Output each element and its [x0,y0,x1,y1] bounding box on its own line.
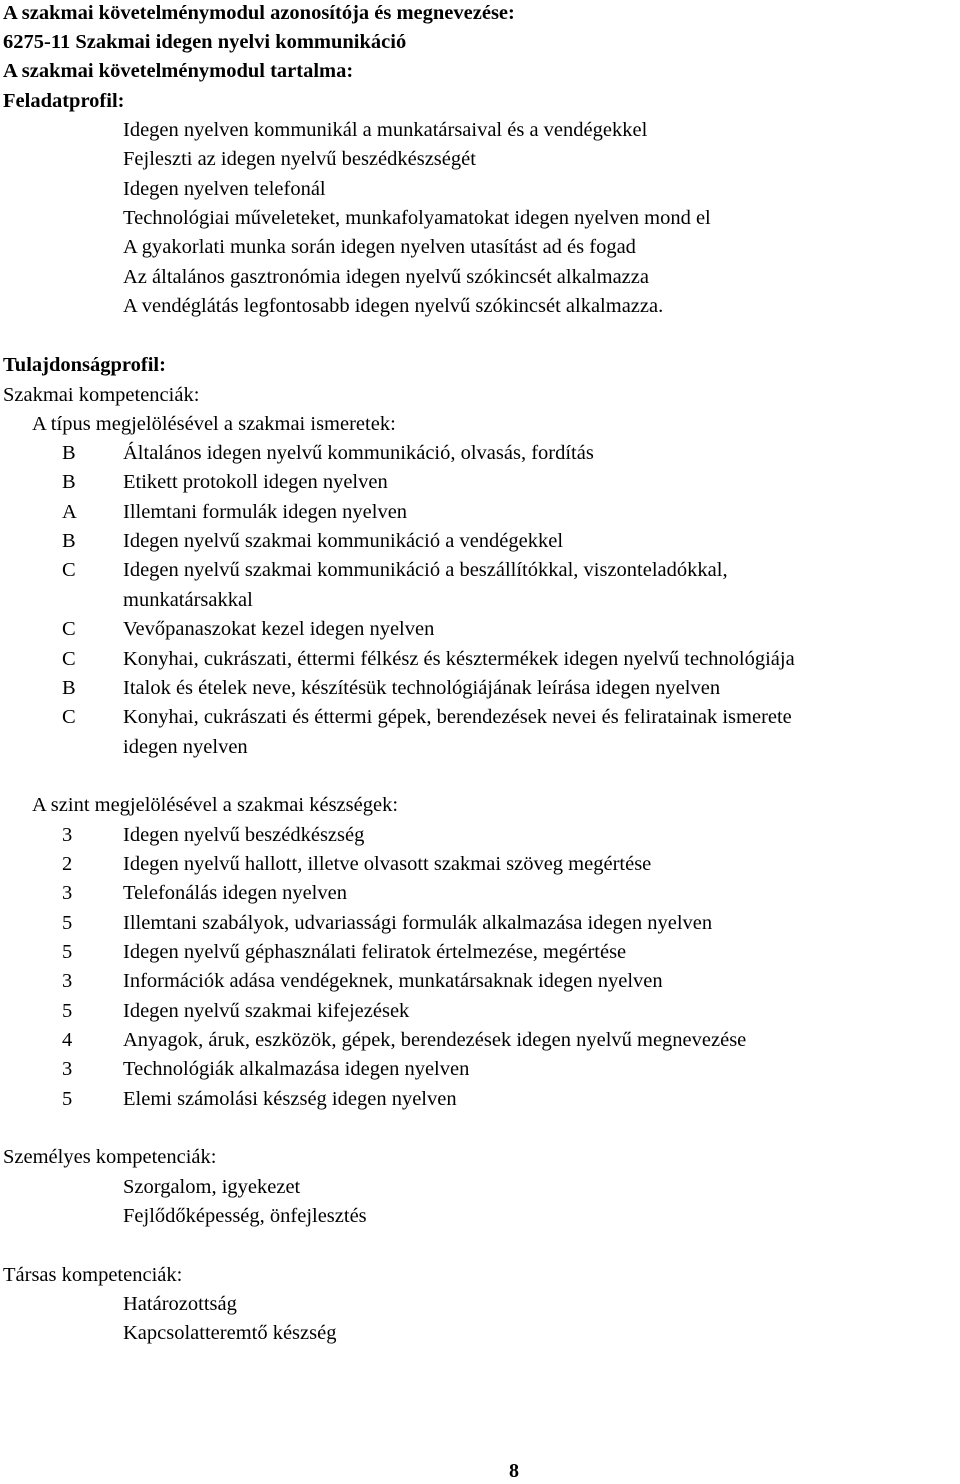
task-profile-item: Idegen nyelven kommunikál a munkatársaival és a vendégekkel [123,119,648,141]
knowledge-item: Etikett protokoll idegen nyelven [123,471,388,493]
skill-item: Telefonálás idegen nyelven [123,882,347,904]
knowledge-type-code: C [62,618,76,640]
personal-competency-item: Szorgalom, igyekezet [123,1176,301,1198]
skill-item: Anyagok, áruk, eszközök, gépek, berendezések idegen nyelvű megnevezése [123,1029,747,1051]
skill-level: 5 [62,1088,73,1110]
skill-level: 4 [62,1029,73,1051]
skill-item: Illemtani szabályok, udvariassági formulák alkalmazása idegen nyelven [123,912,713,934]
social-competency-item: Határozottság [123,1293,237,1315]
skill-item: Idegen nyelvű beszédkészség [123,824,365,846]
task-profile-item: A vendéglátás legfontosabb idegen nyelvű szókincsét alkalmazza. [123,295,664,317]
knowledge-type-code: B [62,442,76,464]
knowledge-item: Vevőpanaszokat kezel idegen nyelven [123,618,435,640]
professional-competencies-label: Szakmai kompetenciák: [3,384,200,406]
task-profile-item: A gyakorlati munka során idegen nyelven utasítást ad és fogad [123,236,636,258]
knowledge-item: Konyhai, cukrászati, éttermi félkész és késztermékek idegen nyelvű technológiája [123,648,795,670]
knowledge-item: Általános idegen nyelvű kommunikáció, olvasás, fordítás [123,442,594,464]
skill-level: 3 [62,1058,73,1080]
social-competencies-label: Társas kompetenciák: [3,1264,183,1286]
module-heading: A szakmai követelménymodul azonosítója és megnevezése: [3,2,515,24]
knowledge-type-code: A [62,501,77,523]
knowledge-type-code: B [62,677,76,699]
task-profile-item: Idegen nyelven telefonál [123,178,326,200]
skill-item: Technológiák alkalmazása idegen nyelven [123,1058,470,1080]
skill-level: 5 [62,1000,73,1022]
page-number: 8 [509,1460,519,1482]
social-competency-item: Kapcsolatteremtő készség [123,1322,337,1344]
knowledge-item: Idegen nyelvű szakmai kommunikáció a beszállítókkal, viszonteladókkal, [123,559,728,581]
skills-heading: A szint megjelölésével a szakmai készségek: [32,794,399,816]
skill-item: Információk adása vendégeknek, munkatársaknak idegen nyelven [123,970,663,992]
task-profile-item: Technológiai műveleteket, munkafolyamatokat idegen nyelven mond el [123,207,711,229]
skill-item: Idegen nyelvű szakmai kifejezések [123,1000,410,1022]
skill-level: 3 [62,882,73,904]
knowledge-item: Idegen nyelvű szakmai kommunikáció a vendégekkel [123,530,564,552]
knowledge-item: Italok és ételek neve, készítésük technológiájának leírása idegen nyelven [123,677,721,699]
skill-item: Idegen nyelvű hallott, illetve olvasott szakmai szöveg megértése [123,853,652,875]
knowledge-type-code: C [62,648,76,670]
knowledge-type-code: B [62,471,76,493]
personal-competencies-label: Személyes kompetenciák: [3,1146,217,1168]
skill-level: 3 [62,824,73,846]
personal-competency-item: Fejlődőképesség, önfejlesztés [123,1205,367,1227]
knowledge-heading: A típus megjelölésével a szakmai ismeretek: [32,413,396,435]
knowledge-item-continuation: idegen nyelven [123,736,248,758]
task-profile-item: Az általános gasztronómia idegen nyelvű szókincsét alkalmazza [123,266,649,288]
skill-level: 5 [62,941,73,963]
skill-item: Idegen nyelvű géphasználati feliratok értelmezése, megértése [123,941,627,963]
knowledge-type-code: C [62,706,76,728]
skill-level: 2 [62,853,73,875]
skill-level: 3 [62,970,73,992]
knowledge-type-code: C [62,559,76,581]
knowledge-item: Konyhai, cukrászati és éttermi gépek, berendezések nevei és feliratainak ismerete [123,706,792,728]
knowledge-item-continuation: munkatársakkal [123,589,253,611]
knowledge-type-code: B [62,530,76,552]
skill-level: 5 [62,912,73,934]
skill-item: Elemi számolási készség idegen nyelven [123,1088,457,1110]
module-id-name: 6275-11 Szakmai idegen nyelvi kommunikáció [3,31,407,53]
task-profile-heading: Feladatprofil: [3,90,125,112]
knowledge-item: Illemtani formulák idegen nyelven [123,501,408,523]
task-profile-item: Fejleszti az idegen nyelvű beszédkészségét [123,148,476,170]
content-heading: A szakmai követelménymodul tartalma: [3,60,354,82]
property-profile-heading: Tulajdonságprofil: [3,354,166,376]
